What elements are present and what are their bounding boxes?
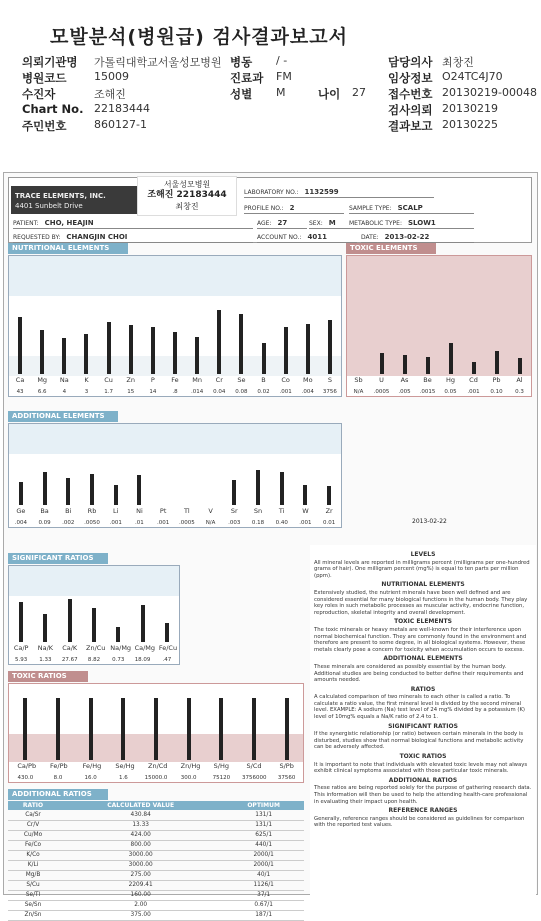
header-label: 담당의사 [388,55,433,69]
nutritional-chart [8,255,342,397]
explanation-heading: TOXIC RATIOS [399,753,447,761]
explanation-heading: ADDITIONAL RATIOS [388,776,458,784]
element-label: Na [59,376,69,384]
element-value: 43 [16,389,24,395]
toxic-element-bar [403,355,407,374]
ratio-row [8,860,304,870]
header-value: 27 [352,86,366,99]
ratio-cell-opt: 440/1 [223,840,304,850]
toxic-ratio-bar [285,698,289,760]
header-label: 진료과 [230,71,264,85]
requested-by: REQUESTED BY: CHANGJIN CHOI [13,231,253,243]
explanation-text: It is important to note that individuals with elevated toxic levels may not always exhibit clinical symptoms associated with those particular toxic minerals. [314,761,528,775]
additional-element-bar [114,485,118,505]
element-bar [151,327,155,374]
header-value: 20130225 [442,118,498,131]
metabolic-type: METABOLIC TYPE: SLOW1 [349,217,474,229]
explanation-text: A calculated comparison of two minerals to each other is called a ratio. To calculate a ratio value, the first mineral level is divided by the second mineral level. EXAMPLE: A sodium (Na) test level of 24 mg% divided by a potassium (K) level of 10mg% equals a Na/K ratio of 2.4 to 1. [314,694,525,721]
ratio-cell-calc: 160.00 [58,890,223,900]
additional-element-label: Zr [325,507,333,515]
toxic-ratio-value: 8.0 [53,775,63,781]
element-label: Mo [303,376,313,384]
toxic-element-label: Sb [354,376,363,384]
ratio-value: 27.67 [61,657,78,663]
element-value: .8 [172,389,178,395]
toxic-ratios-title: TOXIC RATIOS [8,671,88,682]
toxic-element-bar [518,358,522,374]
header-value: 20130219 [442,102,498,115]
element-value: 0.04 [213,389,226,395]
ratio-cell-opt: 187/1 [223,910,304,920]
ratio-label: Na/K [37,644,54,652]
ratio-cell-calc: 424.00 [58,830,223,840]
significant-chart [8,565,180,665]
toxic-ratio-bar [121,698,125,760]
header-label: 성별 [230,87,253,101]
header-value: 최창진 [442,56,474,69]
element-label: Se [237,376,246,384]
header-label: 주민번호 [22,119,67,133]
toxic-ratio-bar [219,698,223,760]
toxic-ratio-value: 430.0 [17,775,34,781]
ratio-cell-calc: 3000.00 [58,860,223,870]
element-label: Co [281,376,290,384]
additional-element-bar [137,475,141,505]
logo-sub: 4401 Sunbelt Drive [15,202,83,210]
ratio-cell-ratio: Se/Tl [8,890,58,900]
header-label: Chart No. [22,102,84,116]
ratio-cell-opt: 37/1 [223,890,304,900]
additional-element-bar [66,478,70,505]
toxic-ratio-label: S/Pb [279,762,294,770]
lab-header [8,177,532,243]
header-label: 검사의뢰 [388,103,433,117]
ratio-cell-opt: 1126/1 [223,880,304,890]
toxic-element-value: N/A [353,389,364,395]
ratio-row [8,820,304,830]
ratio-value: 18.09 [134,657,151,663]
header-value: FM [276,70,292,83]
ratio-cell-opt: 40/1 [223,870,304,880]
header-label: 수진자 [22,87,56,101]
header-value: 20130219-00048 [442,86,537,99]
toxic-element-value: .0015 [419,389,436,395]
toxic-element-value: 0.05 [444,389,457,395]
header-value: O24TC4J70 [442,70,503,83]
element-label: K [84,376,89,384]
ratio-bar [68,599,72,642]
toxic-ratio-bar [89,698,93,760]
ratio-cell-calc: 800.00 [58,840,223,850]
element-bar [195,337,199,374]
header-value: 조해진 [94,88,126,101]
explanation-text: These minerals are considered as possibly essential by the human body. Additional studies are being conducted to better define their requirements and amounts needed. [314,663,524,684]
toxic-element-value: 0.10 [490,389,503,395]
ratio-bar [43,614,47,642]
toxic-element-label: U [379,376,384,384]
additional-element-value: .01 [135,520,144,526]
ratio-label: Na/Mg [110,644,132,652]
col-optimum: OPTIMUM [223,801,304,810]
element-bar [107,322,111,374]
ratio-cell-ratio: K/Co [8,850,58,860]
ratio-cell-ratio: Cr/V [8,820,58,830]
logo-text: TRACE ELEMENTS, INC. [15,192,106,200]
range-band [9,566,179,596]
header-row [22,86,540,102]
toxic-ratio-label: Fe/Hg [82,762,102,770]
additional-title: ADDITIONAL ELEMENTS [8,411,118,422]
toxic-chart [346,255,532,397]
range-band [9,256,341,296]
range-band [9,424,341,454]
header-label: 의뢰기관명 [22,55,78,69]
toxic-element-bar [449,343,453,374]
header-label: 결과보고 [388,119,433,133]
ratio-label: Zn/Cu [86,644,106,652]
ratio-cell-ratio: S/Cu [8,880,58,890]
additional-ratios-table [8,801,304,921]
additional-element-label: Sn [253,507,263,515]
explanation-text: Generally, reference ranges should be considered as guidelines for comparison with the reported test values. [314,815,525,829]
ratio-cell-calc: 13.33 [58,820,223,830]
toxic-element-label: Pb [492,376,501,384]
ratio-row [8,900,304,910]
element-label: Cr [215,376,223,384]
element-bar [173,332,177,374]
header-label: 임상정보 [388,71,433,85]
ratio-cell-calc: 375.00 [58,910,223,920]
toxic-ratio-bar [23,698,27,760]
stamp-patient: 조해진 22183444 [147,190,227,200]
toxic-ratio-label: Zn/Cd [148,762,168,770]
element-value: 15 [127,389,135,395]
additional-element-value: 0.18 [251,520,265,526]
toxic-element-value: .0005 [373,389,390,395]
ratio-value: 0.73 [112,657,125,663]
header-value: M [276,86,286,99]
explanation-heading: LEVELS [410,551,436,558]
element-bar [129,325,133,374]
toxic-ratio-value: 75120 [212,775,231,781]
toxic-element-label: Cd [469,376,478,384]
ratio-bar [19,602,23,642]
element-label: Ca [15,376,25,384]
explanation-heading: NUTRITIONAL ELEMENTS [381,581,465,589]
ratio-cell-ratio: Fe/Co [8,840,58,850]
header-value: / - [276,54,288,67]
toxic-element-label: Be [423,376,432,384]
toxic-element-value: .001 [467,389,480,395]
additional-element-label: V [208,507,213,515]
element-bar [18,317,22,374]
toxic-ratio-bar [187,698,191,760]
element-bar [262,343,266,374]
ratio-label: Ca/K [62,644,78,652]
additional-element-value: .001 [109,520,122,526]
additional-element-value: 0.09 [38,520,51,526]
additional-element-label: W [302,507,309,515]
header-value: 15009 [94,70,129,83]
element-value: .014 [191,389,204,395]
stamp-hospital: 서울성모병원 [163,180,211,189]
ratio-value: 1.33 [39,657,52,663]
ratio-value: .47 [162,657,172,663]
ratio-cell-opt: 2000/1 [223,860,304,870]
ratio-cell-opt: 625/1 [223,830,304,840]
additional-element-bar [232,480,236,505]
additional-element-value: .004 [14,520,27,526]
additional-element-bar [90,474,94,505]
hospital-stamp [137,176,237,216]
header-row [22,70,540,86]
element-value: 3756 [322,389,337,395]
additional-ratios-title: ADDITIONAL RATIOS [8,789,108,800]
toxic-ratio-label: Se/Hg [115,762,135,770]
additional-element-label: Ti [278,507,285,515]
toxic-ratio-label: S/Cd [246,762,262,770]
ratio-row [8,880,304,890]
ratio-cell-calc: 275.00 [58,870,223,880]
header-label: 접수번호 [388,87,433,101]
account-no: ACCOUNT NO.: 4011 [257,231,357,243]
header-row [22,118,540,134]
element-label: Mg [37,376,48,384]
explanation-text: Extensively studied, the nutrient minerals have been well defined and are considered essential for many biological functions in the human body. They play key roles in such metabolic processes as muscular activity, endocrine function, reproduction, skeletal integrity and overall development. [314,589,528,616]
header-value: 22183444 [94,102,150,115]
additional-element-value: .001 [157,520,170,526]
sample-type: SAMPLE TYPE: SCALP [349,202,474,214]
additional-element-value: 0.01 [323,520,336,526]
element-bar [40,330,44,374]
element-label: S [327,376,332,384]
element-bar [217,310,221,374]
ratio-row [8,830,304,840]
additional-element-bar [43,472,47,506]
element-label: Cu [104,376,113,384]
toxic-element-bar [380,353,384,374]
header-value: 860127-1 [94,118,147,131]
toxic-ratio-value: 3756000 [242,775,267,781]
ratio-cell-ratio: Ca/Sr [8,810,58,820]
element-bar [62,338,66,374]
ratio-bar [92,608,96,642]
toxic-ratio-value: 16.0 [84,775,97,781]
element-value: 0.02 [257,389,270,395]
ratio-cell-calc: 3000.00 [58,850,223,860]
element-bar [306,324,310,374]
additional-element-value: .003 [228,520,241,526]
element-bar [328,320,332,374]
element-value: .001 [279,389,292,395]
toxic-element-bar [495,351,499,374]
explanations-column [310,545,536,895]
element-value: 4 [62,389,67,395]
element-label: Mn [192,376,202,384]
report-date: DATE: 2013-02-22 [361,231,474,243]
explanation-heading: TOXIC ELEMENTS [394,618,452,626]
age: AGE: 27 [257,217,307,229]
sex: SEX: M [309,217,349,229]
toxic-ratio-bar [252,698,256,760]
explanation-text: If the synergistic relationship (or ratio) between certain minerals in the body is disturbed, studies show that normal biological functions and metabolic activity can be adversely affected. [314,731,524,751]
element-bar [284,327,288,374]
additional-chart [8,423,342,528]
ratio-row [8,840,304,850]
toxic-element-label: Hg [445,376,455,384]
toxic-ratio-label: Zn/Hg [180,762,201,770]
range-band [347,256,531,376]
additional-element-label: Sr [230,507,238,515]
notes-date: 2013-02-22 [412,518,447,525]
toxic-element-value: 0.3 [515,389,524,395]
header-row [22,102,540,118]
ratio-cell-calc: 2.00 [58,900,223,910]
col-ratio: RATIO [8,801,58,810]
element-label: Fe [171,376,179,384]
ratio-cell-ratio: Se/Sn [8,900,58,910]
ratio-cell-ratio: Mg/B [8,870,58,880]
element-label: Zn [126,376,135,384]
toxic-element-label: As [400,376,409,384]
ratio-cell-ratio: Cu/Mo [8,830,58,840]
element-value: .004 [301,389,314,395]
toxic-element-bar [472,362,476,374]
profile-no: PROFILE NO.: 2 [244,202,344,214]
element-bar [84,334,88,374]
additional-element-value: .001 [299,520,312,526]
toxic-ratio-label: S/Hg [213,762,229,770]
additional-element-label: Ge [16,507,26,515]
additional-element-bar [280,472,284,506]
ratio-row [8,850,304,860]
header-label: 병원코드 [22,71,67,85]
ratio-bar [116,627,120,643]
additional-element-value: .0050 [84,520,100,526]
toxic-element-label: Al [516,376,523,384]
additional-element-bar [303,485,307,505]
element-value: 3 [84,389,89,395]
ratio-row [8,810,304,820]
laboratory-no: LABORATORY NO.: 1132599 [244,186,434,198]
toxic-title: TOXIC ELEMENTS [346,243,436,254]
ratio-cell-opt: 131/1 [223,810,304,820]
additional-element-label: Tl [183,507,190,515]
ratio-row [8,870,304,880]
ratio-cell-calc: 2209.41 [58,880,223,890]
ratio-cell-opt: 0.67/1 [223,900,304,910]
ratio-cell-calc: 430.84 [58,810,223,820]
toxic-ratio-value: 37560 [277,775,296,781]
toxic-ratio-value: 15000.0 [144,775,168,781]
element-bar [239,314,243,374]
element-value: 14 [149,389,157,395]
toxic-ratio-bar [154,698,158,760]
additional-element-label: Pt [159,507,167,515]
lab-logo [11,186,141,214]
explanation-heading: SIGNIFICANT RATIOS [388,722,458,730]
toxic-ratio-value: 1.6 [118,775,128,781]
ratio-cell-ratio: Zn/Sn [8,910,58,920]
explanation-text: All mineral levels are reported in milligrams percent (milligrams per one-hundred grams of hair). One milligram percent (mg%) is equal to ten parts per million (ppm). [314,559,530,579]
additional-element-value: 0.40 [275,520,288,526]
explanation-heading: REFERENCE RANGES [388,807,458,815]
ratio-label: Fe/Cu [158,644,178,652]
explanation-text: These ratios are being reported solely for the purpose of gathering research data. This information will then be used to help the attending health-care professional in evaluating their impact upon health. [314,785,532,805]
element-label: P [150,376,155,384]
toxic-ratio-bar [56,698,60,760]
additional-element-value: .0005 [178,520,195,526]
significant-title: SIGNIFICANT RATIOS [8,553,108,564]
col-calculated: CALCULATED VALUE [58,801,223,810]
explanation-heading: RATIOS [410,685,436,693]
ratio-value: 8.82 [87,657,101,663]
additional-element-bar [327,486,331,505]
header-label: 나이 [318,87,341,101]
additional-element-label: Ba [40,507,49,515]
ratio-row [8,910,304,920]
additional-element-value: .002 [62,520,75,526]
ratio-value: 5.93 [15,657,28,663]
explanation-text: The toxic minerals or heavy metals are well-known for their interference upon normal biochemical function. They are commonly found in the environment and therefore are present to some degree, in all biological systems. However, these metals clearly pose a concern for toxicity when accumulation occurs to excess. [314,626,527,653]
header-value: 가톨릭대학교서울성모병원 [94,56,222,69]
element-value: 1.7 [104,389,113,395]
element-value: 0.08 [235,389,248,395]
toxic-element-bar [426,357,430,374]
additional-element-label: Li [112,507,119,515]
additional-element-label: Ni [136,507,143,515]
additional-element-bar [256,470,260,505]
ratio-cell-opt: 131/1 [223,820,304,830]
header-label: 병동 [230,55,253,69]
lab-report-scan [3,172,538,918]
range-band [9,454,341,504]
ratio-label: Ca/P [13,644,29,652]
toxic-element-value: .005 [398,389,411,395]
explanation-heading: ADDITIONAL ELEMENTS [383,655,463,663]
additional-element-value: N/A [205,520,216,526]
toxic-ratio-label: Fe/Pb [50,762,68,770]
ratio-bar [141,605,145,642]
report-title: 모발분석(병원급) 검사결과보고서 [50,26,348,48]
toxic-ratios-chart [8,683,304,783]
ratio-cell-ratio: K/Li [8,860,58,870]
element-value: 6.6 [37,389,47,395]
additional-element-label: Rb [87,507,97,515]
header-row [22,54,540,70]
ratio-bar [165,623,169,642]
ratio-row [8,890,304,900]
ratio-label: Ca/Mg [134,644,156,652]
element-label: B [261,376,266,384]
nutritional-title: NUTRITIONAL ELEMENTS [8,243,128,254]
toxic-ratio-label: Ca/Pb [17,762,37,770]
patient-name: PATIENT: CHO, HEAJIN [13,217,253,229]
toxic-ratio-value: 300.0 [180,775,197,781]
additional-element-bar [19,482,23,505]
stamp-doctor: 최창진 [175,202,199,211]
ratio-cell-opt: 2000/1 [223,850,304,860]
additional-element-label: Bi [65,507,72,515]
